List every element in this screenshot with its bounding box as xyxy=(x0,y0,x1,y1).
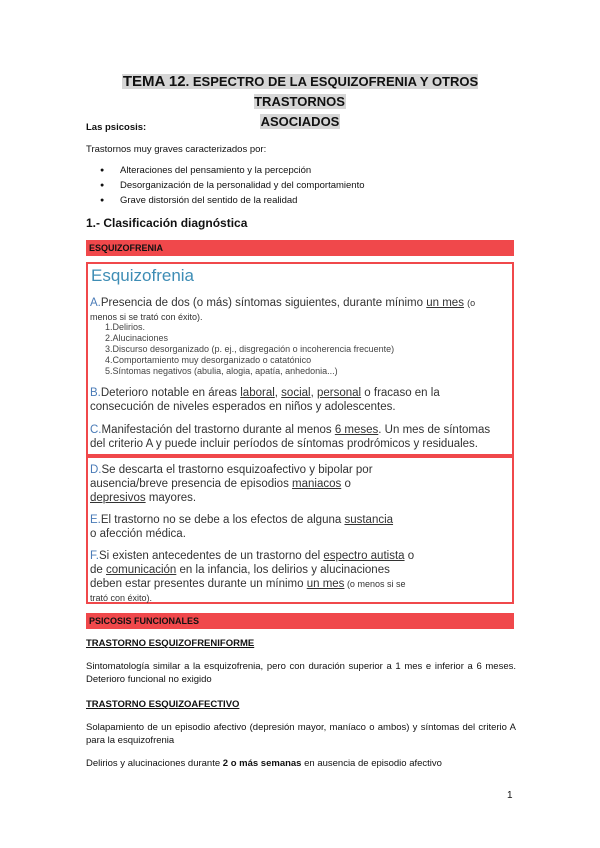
list-item: 3.Discurso desorganizado (p. ej., disgregación o incoherencia frecuente) xyxy=(105,344,395,354)
list-item: 2.Alucinaciones xyxy=(105,333,169,343)
list-item: 5.Síntomas negativos (abulia, alogia, apatía, anhedonia...) xyxy=(105,366,338,376)
esquizoafectivo-duration: Delirios y alucinaciones durante 2 o más semanas en ausencia de episodio afectivo xyxy=(86,758,442,769)
list-item: 4.Comportamiento muy desorganizado o catatónico xyxy=(105,355,312,365)
criterion-d: D.Se descarta el trastorno esquizoafectivo y bipolar por ausencia/breve presencia de episodios maniacos o depresivos mayores. xyxy=(90,464,373,504)
psicosis-heading: Las psicosis: xyxy=(86,122,147,133)
criterion-a: A.Presencia de dos (o más) síntomas siguientes, durante mínimo un mes (o menos si se trató con éxito). xyxy=(90,297,476,322)
esquizofreniforme-heading: TRASTORNO ESQUIZOFRENIFORME xyxy=(86,638,255,649)
esquizoafectivo-heading: TRASTORNO ESQUIZOAFECTIVO xyxy=(86,699,240,710)
criterion-a-items xyxy=(105,322,394,377)
esquizofreniforme-text: Sintomatología similar a la esquizofrenia, pero con duración superior a 1 mes e inferior a 6 meses. Deterioro funcional no exigido xyxy=(86,661,516,685)
title-tema: TEMA 12 xyxy=(122,73,186,90)
title-rest-1: . ESPECTRO DE LA ESQUIZOFRENIA Y OTROS TRASTORNOS xyxy=(185,74,479,109)
section-heading: 1.- Clasificación diagnóstica xyxy=(86,216,248,230)
criterion-c: C.Manifestación del trastorno durante al menos 6 meses. Un mes de síntomas del criterio A y puede incluir períodos de síntomas prodrómicos y residuales. xyxy=(90,424,491,450)
psicosis-lead: Trastornos muy graves caracterizados por: xyxy=(86,144,267,155)
list-item: ● Desorganización de la personalidad y del comportamiento xyxy=(100,178,365,193)
list-item: 1.Delirios. xyxy=(105,322,146,332)
page-number: 1 xyxy=(507,790,513,801)
criteria-title: Esquizofrenia xyxy=(91,266,195,285)
criterion-e: E.El trastorno no se debe a los efectos de alguna sustancia o afección médica. xyxy=(90,514,394,540)
esquizofrenia-bar: ESQUIZOFRENIA xyxy=(86,240,514,256)
criterion-b: B.Deterioro notable en áreas laboral, social, personal o fracaso en la consecución de niveles esperados en niños y adolescentes. xyxy=(90,387,440,413)
criterion-f: F.Si existen antecedentes de un trastorno del espectro autista o de comunicación en la infancia, los delirios y alucinaciones deben estar presentes durante un mínimo un mes (o menos si se trató con éxito). xyxy=(90,550,415,603)
esquizoafectivo-text: Solapamiento de un episodio afectivo (depresión mayor, maníaco o ambos) y síntomas del criterio A para la esquizofrenia xyxy=(86,722,516,746)
title-rest-2: ASOCIADOS xyxy=(260,114,340,129)
list-item: ● Alteraciones del pensamiento y la percepción xyxy=(100,163,365,178)
symptom-list xyxy=(100,163,365,208)
list-item: ● Grave distorsión del sentido de la realidad xyxy=(100,193,365,208)
psicosis-funcionales-bar: PSICOSIS FUNCIONALES xyxy=(86,613,514,629)
